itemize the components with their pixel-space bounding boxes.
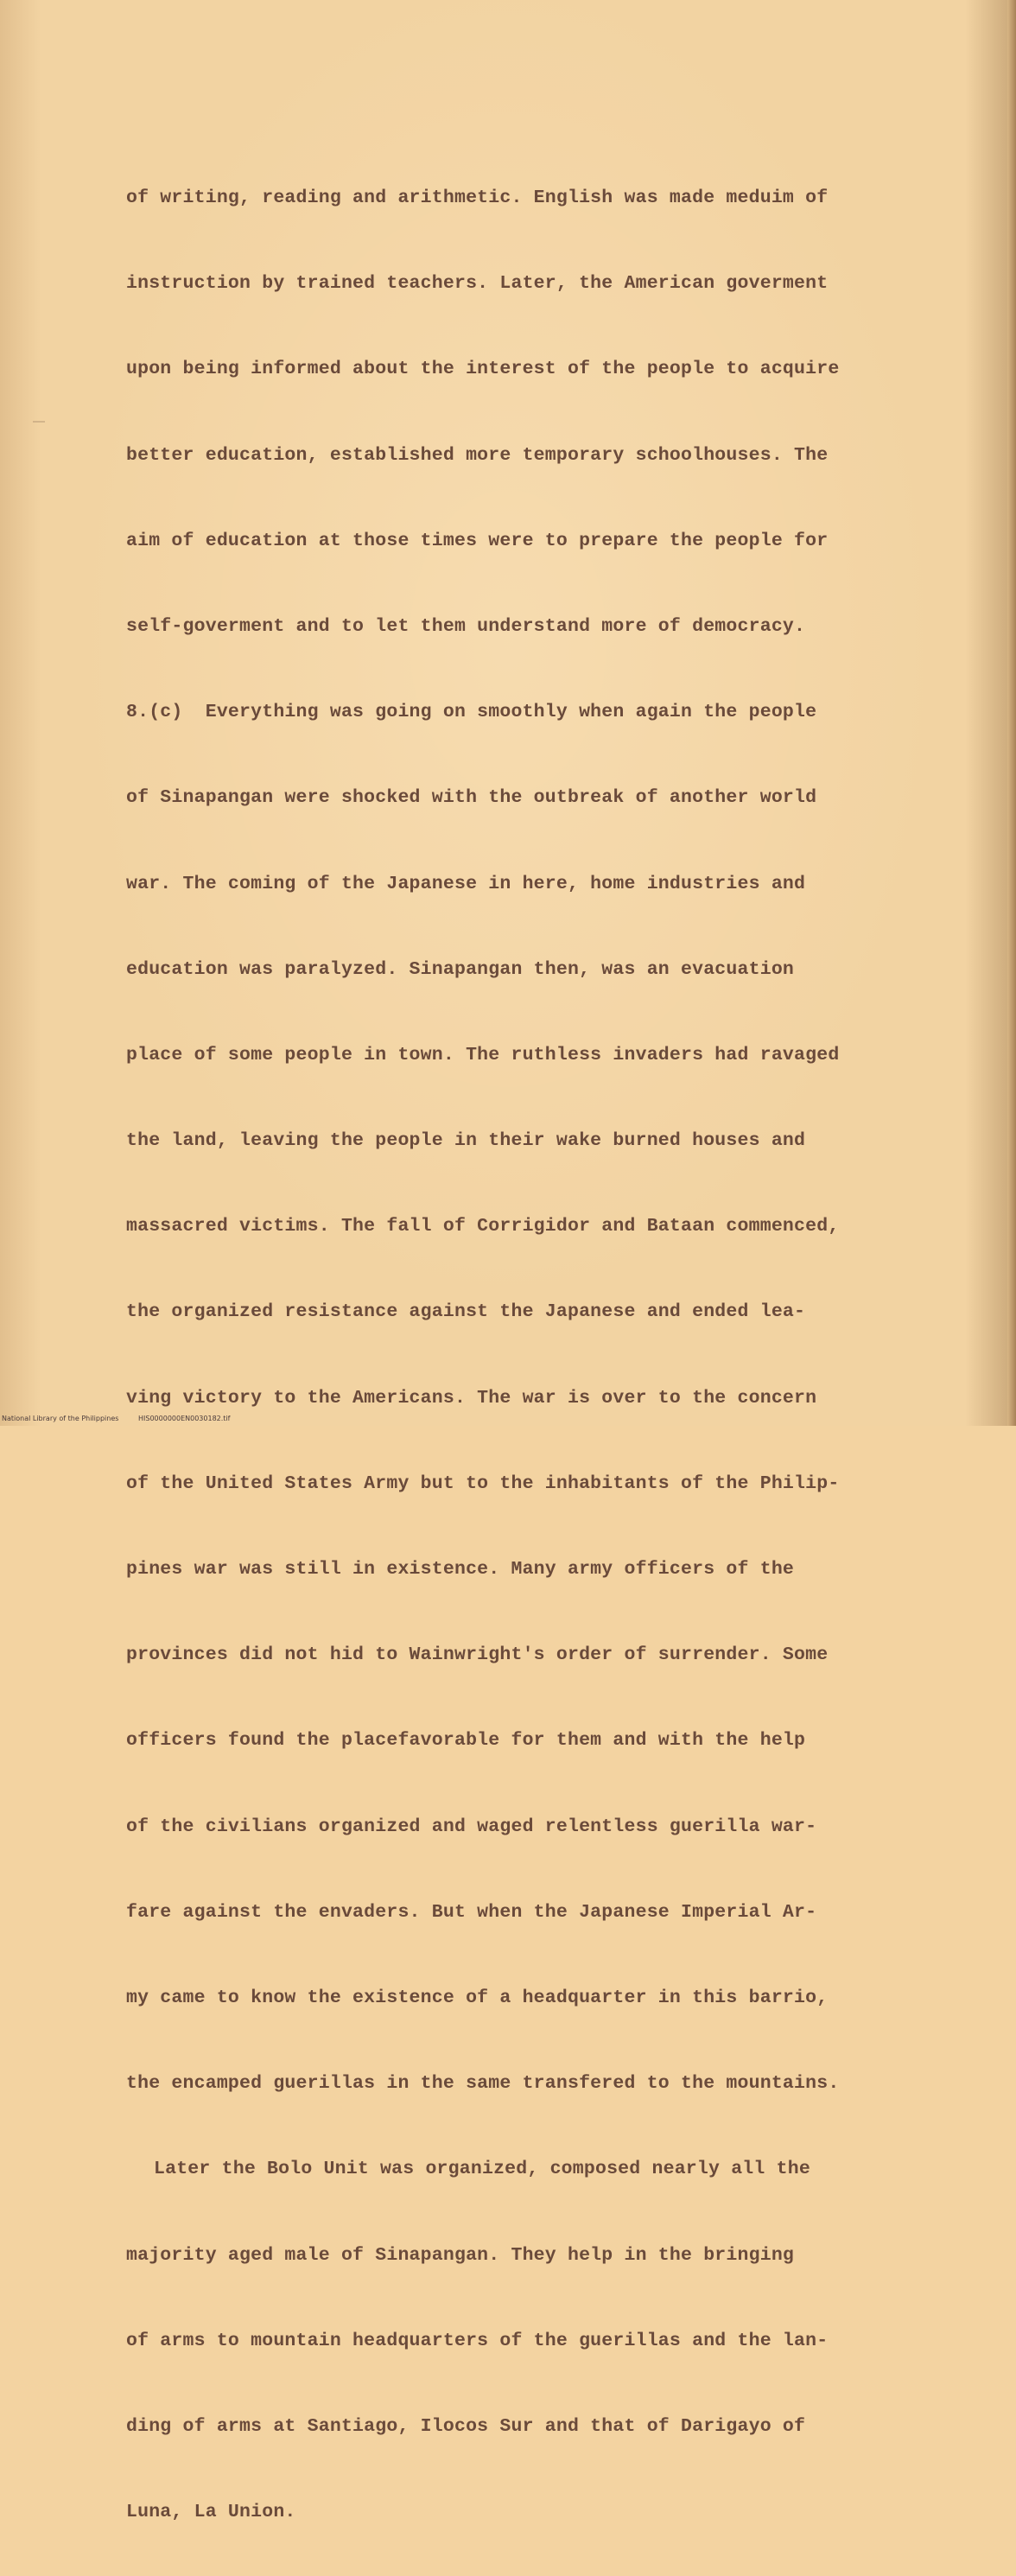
- text-line: my came to know the existence of a headquarter in this barrio,: [126, 1987, 829, 2008]
- text-line: upon being informed about the interest of the people to acquire: [126, 359, 840, 380]
- scan-footer: [0, 1412, 1016, 1426]
- text-line: education was paralyzed. Sinapangan then, was an evacuation: [126, 958, 795, 980]
- text-line: of the United States Army but to the inhabitants of the Philip-: [126, 1472, 840, 1494]
- text-line: officers found the placefavorable for them and with the help: [126, 1730, 806, 1752]
- text-line: instruction by trained teachers. Later, the American goverment: [126, 273, 829, 295]
- text-line: place of some people in town. The ruthless invaders had ravaged: [126, 1044, 840, 1065]
- text-line: of the civilians organized and waged relentless guerilla war-: [126, 1816, 817, 1837]
- text-line: majority aged male of Sinapangan. They help in the bringing: [126, 2244, 795, 2266]
- footer-library-name: National Library of the Philippines: [2, 1415, 119, 1422]
- text-line: massacred victims. The fall of Corrigidor and Bataan commenced,: [126, 1216, 840, 1237]
- text-line: ving victory to the Americans. The war is over to the concern: [126, 1387, 817, 1409]
- text-line: fare against the envaders. But when the Japanese Imperial Ar-: [126, 1901, 817, 1923]
- text-line: pines war was still in existence. Many army officers of the: [126, 1559, 795, 1580]
- text-line: aim of education at those times were to prepare the people for: [126, 530, 829, 551]
- text-line: better education, established more temporary schoolhouses. The: [126, 444, 829, 466]
- text-line: of arms to mountain headquarters of the guerillas and the lan-: [126, 2330, 829, 2351]
- text-line: the land, leaving the people in their wake burned houses and: [126, 1130, 806, 1152]
- page-edge-shadow: [1007, 0, 1016, 1426]
- text-line: of Sinapangan were shocked with the outbreak of another world: [126, 787, 817, 809]
- text-line-paragraph-start: Later the Bolo Unit was organized, composed nearly all the: [154, 2159, 810, 2180]
- text-line: of writing, reading and arithmetic. English was made meduim of: [126, 188, 829, 208]
- text-line: the encamped guerillas in the same transfered to the mountains.: [126, 2073, 840, 2095]
- margin-mark: [33, 421, 45, 423]
- text-line: self-goverment and to let them understand more of democracy.: [126, 615, 806, 637]
- text-line: ding of arms at Santiago, Ilocos Sur and that of Darigayo of: [126, 2415, 806, 2437]
- text-line: provinces did not hid to Wainwright's order of surrender. Some: [126, 1644, 829, 1666]
- text-line: the organized resistance against the Japanese and ended lea-: [126, 1301, 806, 1323]
- text-line: 8.(c) Everything was going on smoothly when again the people: [126, 702, 817, 723]
- typed-text-block: [126, 135, 981, 2576]
- text-line: Luna, La Union.: [126, 2502, 296, 2523]
- footer-file-code: HIS0000000EN0030182.tif: [138, 1415, 231, 1422]
- text-line: war. The coming of the Japanese in here, home industries and: [126, 873, 806, 894]
